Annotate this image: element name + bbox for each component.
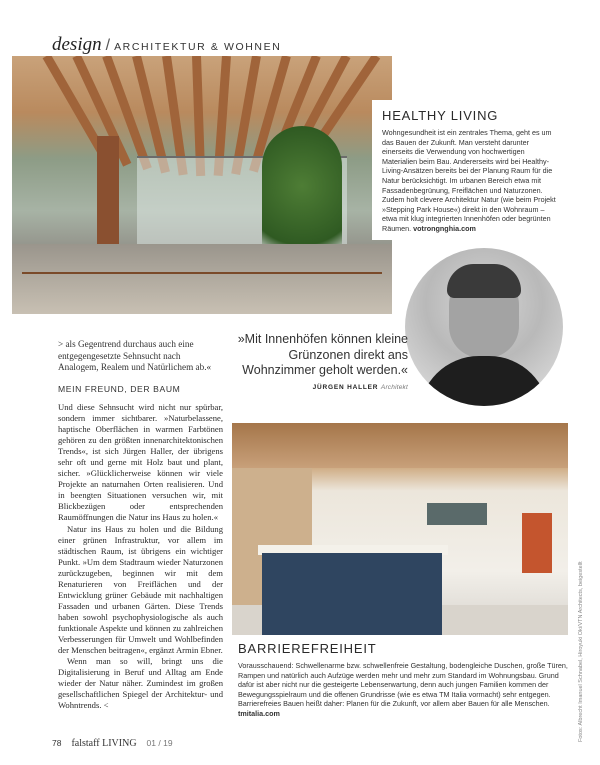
body-paragraph: Natur ins Haus zu holen und die Bildung einer grünen Infrastruktur, vor allem im städtischen Raum, ist übrigens ein wichtiger Punkt. »Um dem Stadtraum wieder Naturzonen zurückzugeben, beginnen wir mit dem Renaturieren von Freiflächen und der Entwicklung grüner Gebäude mit nachhaltigen Fassaden und urbanen Gärten. Diese Trends haben sowohl psychophysiologische als auch funktionale Aspekte und können zu zahlreichen Verbesserungen für Umwelt und Wohlbefinden der Menschen beitragen«, ergänzt Armin Ebner. [58, 523, 223, 656]
quote-author-role: Architekt [380, 383, 408, 391]
quote-text: »Mit Innenhöfen können kleine Grünzonen direkt ans Wohnzimmer geholt werden.« [237, 332, 408, 377]
page-footer [52, 738, 173, 749]
lead-paragraph: > als Gegentrend durchaus auch eine entgegengesetzte Sehnsucht nach Analogem, Realem und Natürlichem ab.« [58, 339, 212, 373]
pull-quote [232, 332, 408, 391]
header-separator: / [105, 37, 111, 54]
barrierefreiheit-title: BARRIEREFREIHEIT [238, 641, 377, 656]
architect-portrait [405, 248, 563, 406]
healthy-living-url[interactable]: votrongnghia.com [413, 223, 476, 233]
photo-credit: Fotos: Albrecht Imanuel Schnabel, Hiroyuki Oki/VTN Architects, beigestellt [578, 561, 584, 742]
barrierefreiheit-url[interactable]: tmitalia.com [238, 708, 280, 718]
article-body [58, 402, 223, 711]
body-paragraph: Wenn man so will, bringt uns die Digitalisierung in Beruf und Alltag am Ende wieder der Natur näher. Zumindest im großen gesellschaftlichen Spiegel der Architektur- und Wohntrends. < [58, 656, 223, 711]
quote-author [232, 384, 408, 391]
page-number: 78 [52, 738, 62, 748]
healthy-living-box [372, 100, 568, 240]
barrierefreiheit-text: Vorausschauend: Schwellenarme bzw. schwellenfreie Gestaltung, bodengleiche Duschen, große Türen, Rampen und natürlich auch Aufzüge werden mehr und mehr zum Standard im Wohnungsbau. Grund dafür ist aber nicht nur die gesteigerte Lebenserwartung, denn auch jungen Familien kommen der Bewegungsspielraum und die offenen Grundrisse (wie es etwa TM Italia vormacht) sehr entgegen. Barrierefreies Bauen heißt daher: Planen für die Zukunft, vor allem aber Bauen für alle Menschen. tmitalia.com [238, 661, 568, 718]
magazine-name: falstaff LIVING [71, 738, 137, 749]
body-paragraph: Und diese Sehnsucht wird nicht nur spürbar, sondern immer sichtbarer. »Naturbelassene, haptische Oberflächen in warmen Farbtönen gehören zu den größten innenarchitektonischen Trends«, ist sich Jürgen Haller, der übrigens sehr oft und gerne mit Holz baut und plant, sicher. »Glücklicherweise können wir viele Projekte an naturnahen Orten realisieren. Und in beengten Situationen versuchen wir, mit Blickbezügen oder entsprechenden Raumöffnungen die Natur ins Haus zu holen.« [58, 402, 223, 523]
barrierefreiheit-box [232, 635, 568, 719]
quote-author-name: JÜRGEN HALLER [312, 383, 379, 391]
issue-number: 01 / 19 [146, 738, 173, 748]
kitchen-photo [232, 423, 568, 635]
pergola-photo [12, 56, 392, 314]
section-title: ARCHITEKTUR & WOHNEN [114, 41, 282, 53]
article-subheading: MEIN FREUND, DER BAUM [58, 384, 181, 394]
healthy-living-text: Wohngesundheit ist ein zentrales Thema, geht es um das Bauen der Zukunft. Man versteht darunter einerseits die Verwendung von hochwertigen Materialien beim Bau. Andererseits wird bei Healthy-Living-Ansätzen bereits bei der Planung Raum für die Natur berücksichtigt. Im urbanen Bereich etwa mit Fassadenbegrünung, Freiflächen und Naturzonen. Zudem holt clevere Architektur Natur (wie beim Projekt »Stepping Park House«) direkt in den Wohnraum – etwa mit klug integrierten Innenhöfen oder begrünten Räumen. votrongnghia.com [382, 128, 556, 233]
page-header [52, 34, 281, 56]
healthy-living-title: HEALTHY LIVING [382, 108, 499, 123]
section-brand: design [52, 34, 102, 55]
